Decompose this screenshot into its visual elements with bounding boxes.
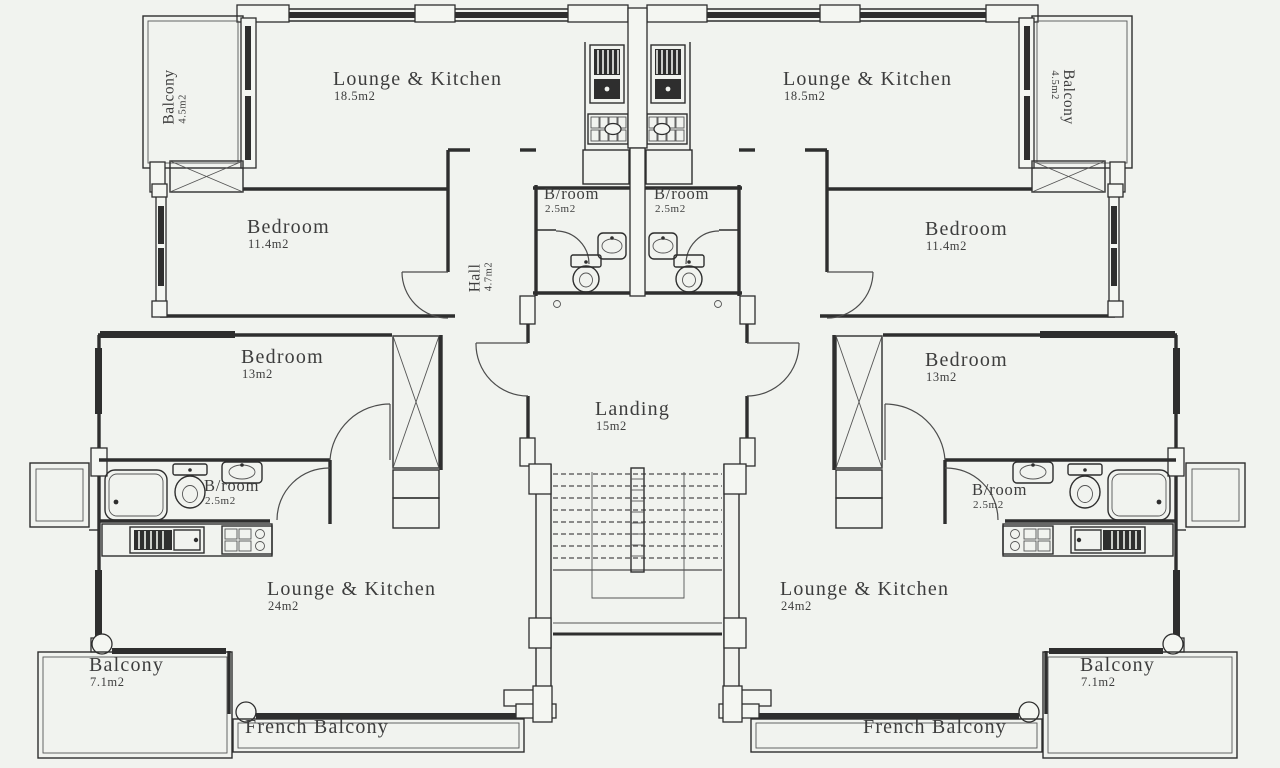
room-label-balcony-bottom-left: Balcony 7.1m2 (89, 654, 165, 690)
door-arc (277, 468, 330, 520)
kitchen-counter (102, 524, 272, 556)
shower-icon (105, 470, 167, 520)
room-label-bedroom-mid-left: Bedroom 13m2 (241, 346, 324, 382)
party-wall (630, 148, 645, 296)
stair-center-rail (631, 468, 644, 572)
door-stop (554, 301, 561, 308)
stairs-icon (553, 468, 722, 598)
room-label-balcony-top-left: Balcony 4.5m2 (160, 69, 189, 125)
window (158, 206, 164, 244)
entry-vestibule (583, 150, 629, 184)
room-label-landing: Landing 15m2 (595, 398, 671, 434)
room-label-french-balcony-left: French Balcony (245, 716, 389, 738)
shelf (393, 470, 439, 498)
window (100, 331, 235, 338)
stairwell-walls (529, 464, 746, 718)
lounge-west-wall (241, 18, 256, 168)
room-label-hall-left: Hall 4.7m2 (466, 261, 495, 293)
room-label-broom-mid-right: B/room 2.5m2 (972, 480, 1028, 511)
room-label-lounge-top-right: Lounge & Kitchen 18.5m2 (783, 68, 953, 104)
room-label-balcony-bottom-right: Balcony 7.1m2 (1080, 654, 1156, 690)
room-label-lounge-bottom-right: Lounge & Kitchen 24m2 (780, 578, 950, 614)
kitchen-appliances-top (583, 42, 629, 184)
kitchen-sink-icon (130, 527, 204, 553)
room-label-bedroom-upper-right: Bedroom 11.4m2 (925, 218, 1008, 254)
exterior-wall-top (237, 5, 628, 22)
window (95, 348, 102, 414)
window (455, 12, 568, 18)
room-label-broom-top-left: B/room 2.5m2 (544, 184, 600, 215)
footing (504, 686, 771, 722)
exterior-protrusion-west (30, 463, 99, 530)
door-arc (330, 404, 390, 460)
toilet-icon (571, 255, 601, 292)
door-arc (476, 343, 528, 396)
room-label-broom-top-right: B/room 2.5m2 (654, 184, 710, 215)
wardrobe-icon (393, 336, 439, 468)
entrance-beam (553, 623, 722, 634)
balcony-railing-top-left (143, 16, 243, 168)
window (245, 26, 251, 90)
room-label-bedroom-upper-left: Bedroom 11.4m2 (247, 216, 330, 252)
stove-icon (222, 526, 272, 554)
window (245, 96, 251, 160)
room-label-broom-mid-left: B/room 2.5m2 (204, 476, 260, 507)
central-core (504, 8, 771, 722)
room-label-lounge-bottom-left: Lounge & Kitchen 24m2 (267, 578, 437, 614)
room-label-bedroom-mid-right: Bedroom 13m2 (925, 349, 1008, 385)
door-arc (556, 231, 589, 264)
door-arc (402, 272, 448, 318)
window (289, 12, 415, 18)
sink-icon (598, 233, 626, 259)
room-label-balcony-top-right: Balcony 4.5m2 (1048, 69, 1077, 125)
room-label-lounge-top-left: Lounge & Kitchen 18.5m2 (333, 68, 503, 104)
party-wall (628, 8, 647, 148)
stair-void-outline (592, 472, 684, 598)
room-label-french-balcony-right: French Balcony (863, 716, 1007, 738)
shelf (393, 498, 439, 528)
stove-icon (588, 114, 628, 144)
hall-walls (448, 150, 536, 466)
wardrobe-icon (170, 161, 243, 192)
toilet-icon (173, 464, 207, 508)
column (92, 634, 112, 654)
window (158, 248, 164, 286)
window (95, 570, 102, 636)
